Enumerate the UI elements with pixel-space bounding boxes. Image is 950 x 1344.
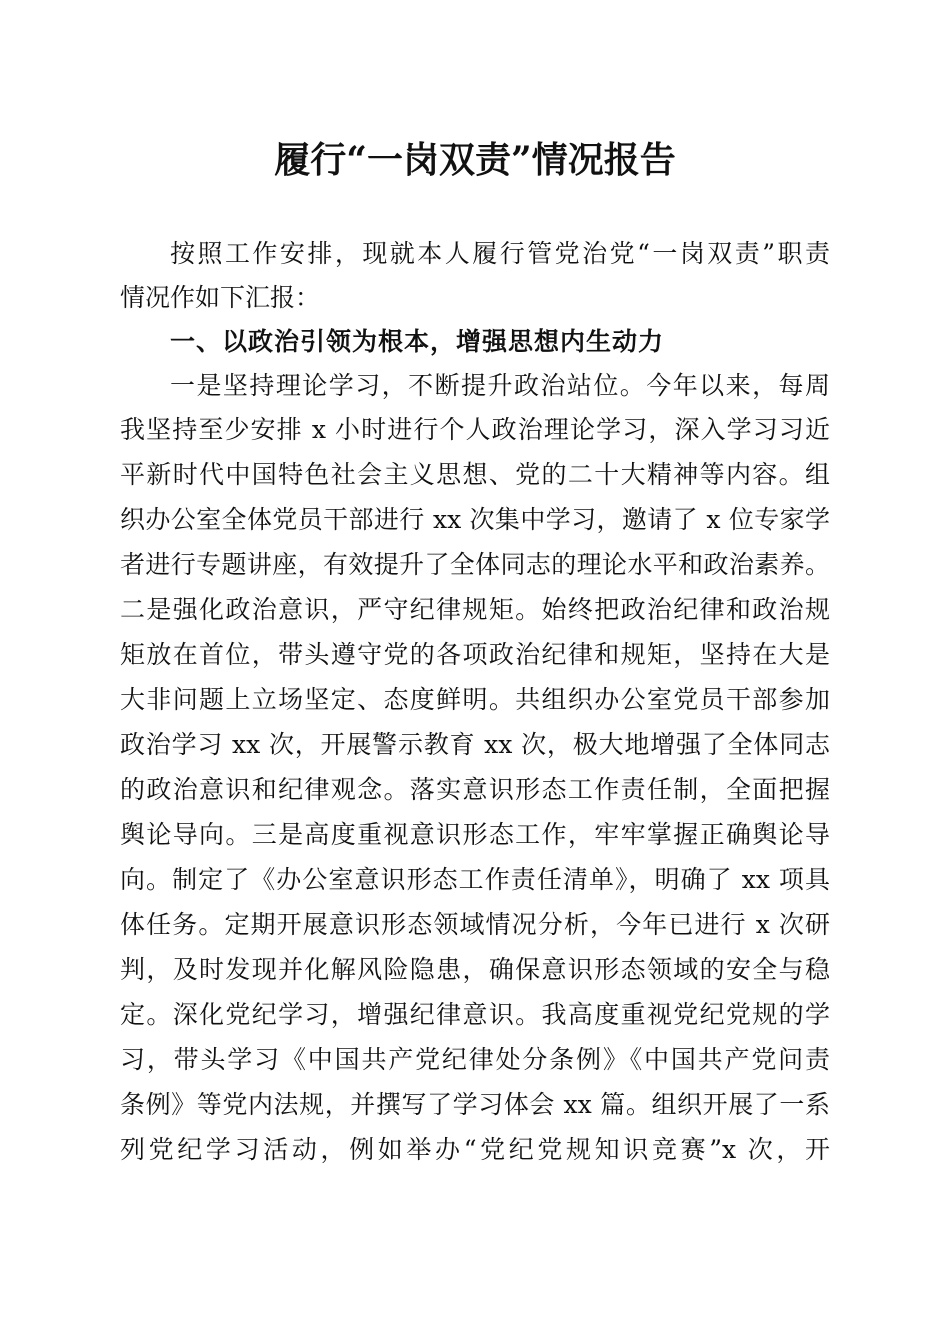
body-line: 矩放在首位，带头遵守党的各项政治纪律和规矩，坚持在大是 (120, 640, 830, 669)
body-line: 政治学习 xx 次，开展警示教育 xx 次，极大地增强了全体同志 (120, 730, 830, 759)
body-line: 定。深化党纪学习，增强纪律意识。我高度重视党纪党规的学 (120, 1000, 830, 1029)
body-line: 列党纪学习活动，例如举办“党纪党规知识竞赛”x 次，开 (120, 1135, 830, 1164)
document-title: 履行“一岗双责”情况报告 (274, 139, 676, 181)
body-line: 舆论导向。三是高度重视意识形态工作，牢牢掌握正确舆论导 (120, 820, 830, 849)
intro-line: 按照工作安排，现就本人履行管党治党“一岗双责”职责 (170, 239, 830, 268)
body-line: 织办公室全体党员干部进行 xx 次集中学习，邀请了 x 位专家学 (120, 505, 830, 534)
body-line: 二是强化政治意识，严守纪律规矩。始终把政治纪律和政治规 (120, 595, 830, 624)
body-line: 体任务。定期开展意识形态领域情况分析，今年已进行 x 次研 (120, 910, 830, 939)
body-line: 判，及时发现并化解风险隐患，确保意识形态领域的安全与稳 (120, 955, 830, 984)
body-line: 我坚持至少安排 x 小时进行个人政治理论学习，深入学习习近 (120, 415, 830, 444)
body-line: 大非问题上立场坚定、态度鲜明。共组织办公室党员干部参加 (120, 685, 830, 714)
body-line: 条例》等党内法规，并撰写了学习体会 xx 篇。组织开展了一系 (120, 1090, 830, 1119)
body-line: 者进行专题讲座，有效提升了全体同志的理论水平和政治素养。 (120, 550, 830, 579)
body-line: 的政治意识和纪律观念。落实意识形态工作责任制，全面把握 (120, 775, 830, 804)
body-line: 向。制定了《办公室意识形态工作责任清单》，明确了 xx 项具 (120, 865, 830, 894)
section-heading: 一、以政治引领为根本，增强思想内生动力 (170, 327, 665, 356)
body-line: 一是坚持理论学习，不断提升政治站位。今年以来，每周 (170, 371, 830, 400)
body-line: 习，带头学习《中国共产党纪律处分条例》《中国共产党问责 (120, 1045, 830, 1074)
intro-line: 情况作如下汇报： (120, 283, 321, 312)
body-line: 平新时代中国特色社会主义思想、党的二十大精神等内容。组 (120, 460, 830, 489)
